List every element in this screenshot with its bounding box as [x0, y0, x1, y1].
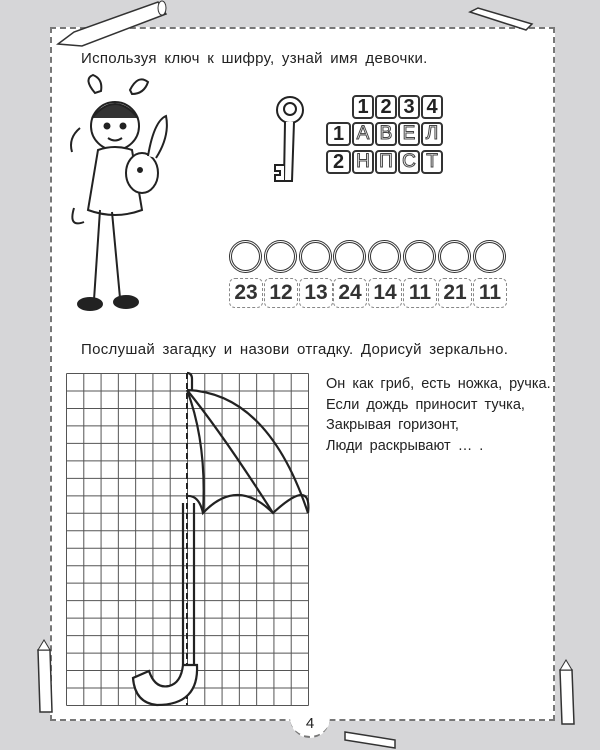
code-number: 21	[438, 278, 472, 308]
answer-circle[interactable]	[403, 240, 436, 273]
cipher-column-header: 3	[398, 95, 420, 119]
riddle-line: Если дождь приносит тучка,	[326, 396, 525, 413]
riddle-text	[326, 374, 551, 456]
cipher-letter: В	[375, 122, 397, 146]
code-number: 23	[229, 278, 263, 308]
task2-instruction: Послушай загадку и назови отгадку. Дорисуй зеркально.	[81, 341, 509, 358]
task1-instruction: Используя ключ к шифру, узнай имя девочки.	[81, 50, 428, 67]
pencil-icon	[345, 726, 405, 750]
answer-circle[interactable]	[473, 240, 506, 273]
key-icon	[272, 95, 308, 185]
riddle-line: Он как гриб, есть ножка, ручка.	[326, 376, 551, 392]
riddle-line: Люди раскрывают … .	[326, 437, 484, 454]
answer-circle[interactable]	[299, 240, 332, 273]
cipher-row-header: 1	[326, 122, 351, 146]
answer-circle[interactable]	[333, 240, 366, 273]
cipher-letter: С	[398, 150, 420, 174]
umbrella-half-drawing	[133, 373, 308, 705]
answer-circle[interactable]	[368, 240, 401, 273]
cipher-row-header: 2	[326, 150, 351, 174]
code-number: 14	[368, 278, 402, 308]
cipher-letter: Н	[352, 150, 374, 174]
girl-with-bunny-illustration	[60, 78, 180, 318]
cipher-letter: Т	[421, 150, 443, 174]
cipher-letter: П	[375, 150, 397, 174]
pencil-icon	[558, 660, 578, 730]
code-number: 13	[299, 278, 333, 308]
cipher-column-header: 1	[352, 95, 374, 119]
code-number: 12	[264, 278, 298, 308]
pencil-icon	[36, 640, 56, 720]
page-number: 4	[290, 706, 330, 738]
riddle-line: Закрывая горизонт,	[326, 417, 459, 433]
answer-circle[interactable]	[264, 240, 297, 273]
pencil-icon	[470, 8, 540, 38]
cipher-column-header: 2	[375, 95, 397, 119]
answer-circle[interactable]	[229, 240, 262, 273]
code-number: 24	[333, 278, 367, 308]
pencil-icon	[58, 2, 168, 52]
cipher-letter: Л	[421, 122, 443, 146]
drawing-grid[interactable]	[66, 373, 309, 706]
answer-circle[interactable]	[438, 240, 471, 273]
cipher-column-header: 4	[421, 95, 443, 119]
cipher-letter: Е	[398, 122, 420, 146]
code-number: 11	[473, 278, 507, 308]
cipher-letter: А	[352, 122, 374, 146]
code-number: 11	[403, 278, 437, 308]
